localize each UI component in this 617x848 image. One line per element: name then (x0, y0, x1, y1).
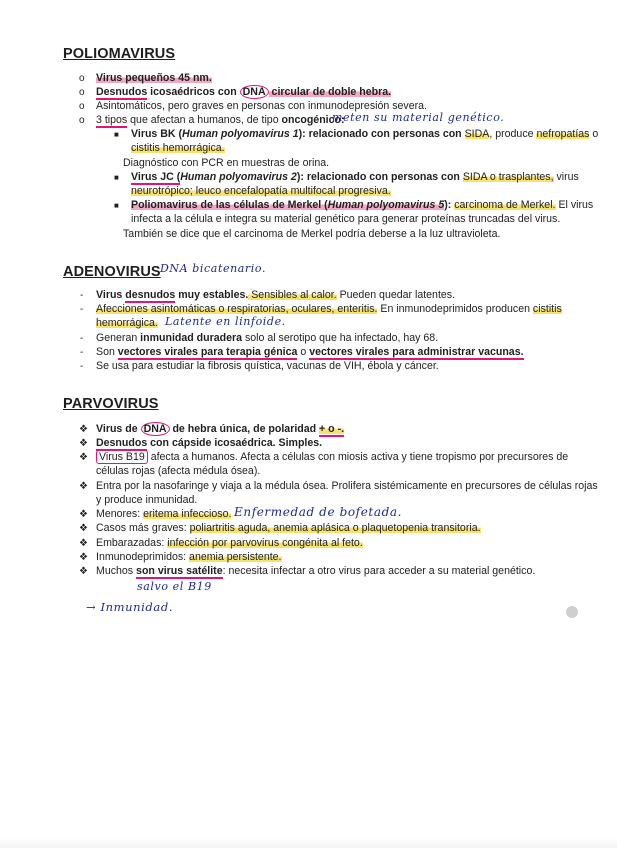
bullet-circle-icon: o (79, 115, 85, 126)
polio-merkel-line: Poliomavirus de las células de Merkel (Human polyomavirus 5): carcinoma de Merkel. El virus (131, 199, 594, 211)
bullet-circle-icon: o (79, 87, 85, 98)
parvo-line-3b: células rojas (afecta médula ósea). (96, 465, 261, 477)
parvo-line-5: Menores: eritema infeccioso. (96, 508, 232, 520)
polio-line-3: Asintomáticos, pero graves en personas con inmunodepresión severa. (96, 100, 427, 112)
polio-line-1: Virus pequeños 45 nm. (96, 72, 212, 84)
bullet-diamond-icon: ❖ (79, 523, 88, 534)
parvo-line-1: Virus de DNA de hebra única, de polaridad + o -. (96, 423, 345, 435)
polio-merkel-line-3: También se dice que el carcinoma de Merkel podría deberse a la luz ultravioleta. (123, 228, 501, 240)
bullet-diamond-icon: ❖ (79, 509, 88, 520)
handwritten-note-latente: Latente en linfoide. (165, 315, 286, 328)
parvo-line-9: Muchos son virus satélite: necesita infectar a otro virus para acceder a su material genético. (96, 565, 536, 577)
polio-jc-line: Virus JC (Human polyomavirus 2): relacionado con personas con SIDA o trasplantes, virus (131, 171, 579, 183)
bullet-dash-icon: - (80, 304, 84, 315)
bullet-dash-icon: - (80, 361, 84, 372)
polio-diagnosis: Diagnóstico con PCR en muestras de orina. (123, 157, 330, 169)
handwritten-note-inmunidad: → Inmunidad. (86, 600, 174, 614)
adeno-line-2: Afecciones asintomáticas o respiratorias, oculares, enteritis. En inmunodeprimidos producen cistitis (96, 303, 562, 315)
adeno-line-1: Virus desnudos muy estables. Sensibles al calor. Pueden quedar latentes. (96, 289, 456, 301)
handwritten-note-dna: DNA bicatenario. (160, 262, 267, 275)
parvo-line-2: Desnudos con cápside icosaédrica. Simples. (96, 437, 323, 449)
parvo-line-3: Virus B19 afecta a humanos. Afecta a células con miosis activa y tiene tropismo por precursores de (96, 451, 568, 464)
bullet-dash-icon: - (80, 290, 84, 301)
bullet-dash-icon: - (80, 347, 84, 358)
section-title-poliomavirus: POLIOMAVIRUS (63, 46, 176, 62)
scan-bottom-edge (0, 838, 617, 848)
adeno-line-4: Son vectores virales para terapia génica o vectores virales para administrar vacunas. (96, 346, 524, 358)
polio-merkel-line-2: infecta a la célula e integra su material genético para generar proteínas truncadas del virus. (131, 213, 561, 225)
bullet-square-icon: ■ (114, 130, 119, 139)
scan-smudge-dot (566, 606, 578, 618)
adeno-line-5: Se usa para estudiar la fibrosis quística, vacunas de VIH, ébola y cáncer. (96, 360, 439, 372)
handwritten-note-material: meten su material genético. (332, 111, 505, 124)
bullet-dash-icon: - (80, 333, 84, 344)
bullet-diamond-icon: ❖ (79, 424, 88, 435)
polio-bk-line: Virus BK (Human polyomavirus 1): relacionado con personas con SIDA, produce nefropatías o (131, 128, 599, 140)
bullet-diamond-icon: ❖ (79, 566, 88, 577)
bullet-circle-icon: o (79, 101, 85, 112)
polio-line-2: Desnudos icosaédricos con DNA circular de doble hebra. (96, 86, 392, 98)
adeno-line-2b: hemorrágica. (96, 317, 158, 329)
handwritten-note-salvo: salvo el B19 (137, 580, 212, 593)
polio-jc-line-2: neurotrópico; leuco encefalopatía multifocal progresiva. (131, 185, 391, 197)
bullet-diamond-icon: ❖ (79, 438, 88, 449)
parvo-line-4: Entra por la nasofaringe y viaja a la médula ósea. Prolifera sistémicamente en precursores de células rojas (96, 480, 598, 492)
bullet-diamond-icon: ❖ (79, 452, 88, 463)
bullet-diamond-icon: ❖ (79, 538, 88, 549)
bullet-square-icon: ■ (114, 201, 119, 210)
parvo-line-8: Inmunodeprimidos: anemia persistente. (96, 551, 282, 563)
bullet-square-icon: ■ (114, 173, 119, 182)
parvo-line-7: Embarazadas: infección por parvovirus congénita al feto. (96, 537, 363, 549)
parvo-line-4b: y produce inmunidad. (96, 494, 198, 506)
section-title-parvovirus: PARVOVIRUS (63, 396, 159, 412)
section-title-adenovirus: ADENOVIRUS (63, 264, 161, 280)
handwritten-note-bofetada: Enfermedad de bofetada. (234, 505, 403, 519)
polio-bk-line-2: cistitis hemorrágica. (131, 142, 225, 154)
parvo-line-6: Casos más graves: poliartritis aguda, anemia aplásica o plaquetopenia transitoria. (96, 522, 481, 534)
bullet-diamond-icon: ❖ (79, 552, 88, 563)
polio-line-4: 3 tipos que afectan a humanos, de tipo oncogénico: (96, 114, 345, 126)
adeno-line-3: Generan inmunidad duradera solo al serotipo que ha infectado, hay 68. (96, 332, 439, 344)
bullet-circle-icon: o (79, 73, 85, 84)
bullet-diamond-icon: ❖ (79, 481, 88, 492)
